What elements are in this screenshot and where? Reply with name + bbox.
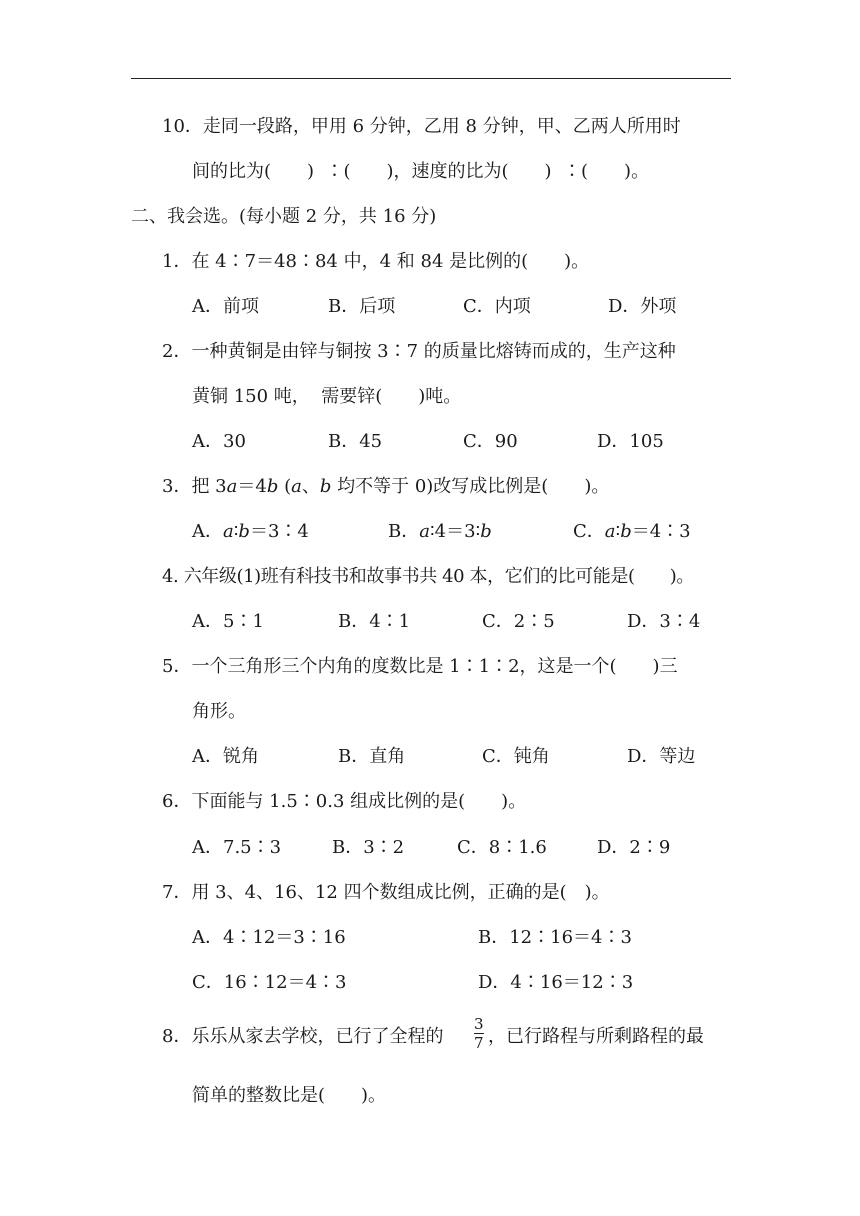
- q7-option-c[interactable]: C．16∶12＝4∶3: [192, 972, 347, 993]
- q10-line1: 10．走同一段路，甲用 6 分钟，乙用 8 分钟，甲、乙两人所用时: [162, 116, 681, 137]
- q4-option-b[interactable]: B．4∶1: [338, 611, 411, 632]
- q5-option-d[interactable]: D．等边: [627, 746, 696, 767]
- q1-option-a[interactable]: A．前项: [192, 296, 259, 317]
- q1-option-b[interactable]: B．后项: [328, 296, 396, 317]
- option-var: b: [480, 521, 492, 542]
- q3-stem: [162, 475, 609, 499]
- q8-line2: 简单的整数比是( )。: [192, 1085, 387, 1106]
- option-text: ＝3∶4: [249, 521, 309, 542]
- option-var: a: [604, 521, 616, 542]
- q3-stem-part: ＝4: [237, 476, 267, 497]
- q8-fraction: [474, 1016, 484, 1051]
- option-text: ∶: [233, 521, 239, 542]
- q3-option-b[interactable]: [388, 520, 492, 544]
- q3-stem-part: (: [278, 476, 292, 497]
- q6-option-d[interactable]: D．2∶9: [597, 837, 671, 858]
- q2-line1: 2．一种黄铜是由锌与铜按 3∶7 的质量比熔铸而成的，生产这种: [162, 341, 676, 362]
- q5-option-c[interactable]: C．钝角: [482, 746, 550, 767]
- option-text: ∶4＝3∶: [429, 521, 481, 542]
- q7-option-b[interactable]: B．12∶16＝4∶3: [478, 927, 632, 948]
- q6-option-a[interactable]: A．7.5∶3: [192, 837, 282, 858]
- q3-stem-part: 均不等于 0)改写成比例是( )。: [331, 476, 610, 497]
- q8-line1-post: ，已行路程与所剩路程的最: [488, 1026, 704, 1047]
- option-var: a: [223, 521, 234, 542]
- q3-var: a: [291, 476, 302, 497]
- q3-option-c[interactable]: [573, 520, 691, 544]
- q4-option-c[interactable]: C．2∶5: [482, 611, 555, 632]
- section-title: 二、我会选。(每小题 2 分，共 16 分): [131, 206, 437, 227]
- q5-line1: 5．一个三角形三个内角的度数比是 1∶1∶2，这是一个( )三: [162, 656, 678, 677]
- q10-line2: 间的比为( ) ∶( )，速度的比为( ) ∶( )。: [192, 161, 650, 182]
- option-letter: C．: [573, 521, 605, 542]
- q6-option-c[interactable]: C．8∶1.6: [457, 837, 547, 858]
- fraction-numerator: 3: [474, 1015, 484, 1033]
- q1-option-c[interactable]: C．内项: [463, 296, 531, 317]
- q2-option-c[interactable]: C．90: [463, 431, 518, 452]
- q1-stem: 1．在 4∶7＝48∶84 中，4 和 84 是比例的( )。: [162, 251, 590, 272]
- q2-option-d[interactable]: D．105: [597, 431, 664, 452]
- q3-var: a: [226, 476, 238, 497]
- q4-option-d[interactable]: D．3∶4: [627, 611, 701, 632]
- option-letter: B．: [388, 521, 420, 542]
- q7-option-d[interactable]: D．4∶16＝12∶3: [478, 972, 634, 993]
- q2-option-b[interactable]: B．45: [328, 431, 383, 452]
- option-var: b: [238, 521, 250, 542]
- q8-line1-pre: 8．乐乐从家去学校，已行了全程的: [162, 1026, 444, 1047]
- q3-stem-part: 3．把 3: [162, 476, 227, 497]
- q3-option-a[interactable]: [192, 520, 309, 544]
- q1-option-d[interactable]: D．外项: [608, 296, 677, 317]
- option-letter: A．: [192, 521, 223, 542]
- header-rule: [131, 78, 731, 79]
- q3-var: b: [266, 476, 279, 497]
- option-text: ＝4∶3: [631, 521, 691, 542]
- q2-line2: 黄铜 150 吨， 需要锌( )吨。: [192, 386, 462, 407]
- q6-stem: 6．下面能与 1.5∶0.3 组成比例的是( )。: [162, 791, 527, 812]
- q7-option-a[interactable]: A．4∶12＝3∶16: [192, 927, 346, 948]
- q6-option-b[interactable]: B．3∶2: [332, 837, 405, 858]
- q3-var: b: [319, 476, 332, 497]
- q5-option-b[interactable]: B．直角: [338, 746, 406, 767]
- option-var: b: [620, 521, 632, 542]
- q5-line2: 角形。: [192, 701, 246, 722]
- q3-stem-part: 、: [301, 476, 320, 497]
- q2-option-a[interactable]: A．30: [192, 431, 246, 452]
- option-var: a: [419, 521, 430, 542]
- q4-stem: 4. 六年级(1)班有科技书和故事书共 40 本，它们的比可能是( )。: [162, 566, 694, 587]
- q5-option-a[interactable]: A．锐角: [192, 746, 259, 767]
- q4-option-a[interactable]: A．5∶1: [192, 611, 264, 632]
- option-text: ∶: [615, 521, 621, 542]
- fraction-denominator: 7: [474, 1034, 484, 1052]
- q7-stem: 7．用 3、4、16、12 四个数组成比例，正确的是( )。: [162, 882, 610, 903]
